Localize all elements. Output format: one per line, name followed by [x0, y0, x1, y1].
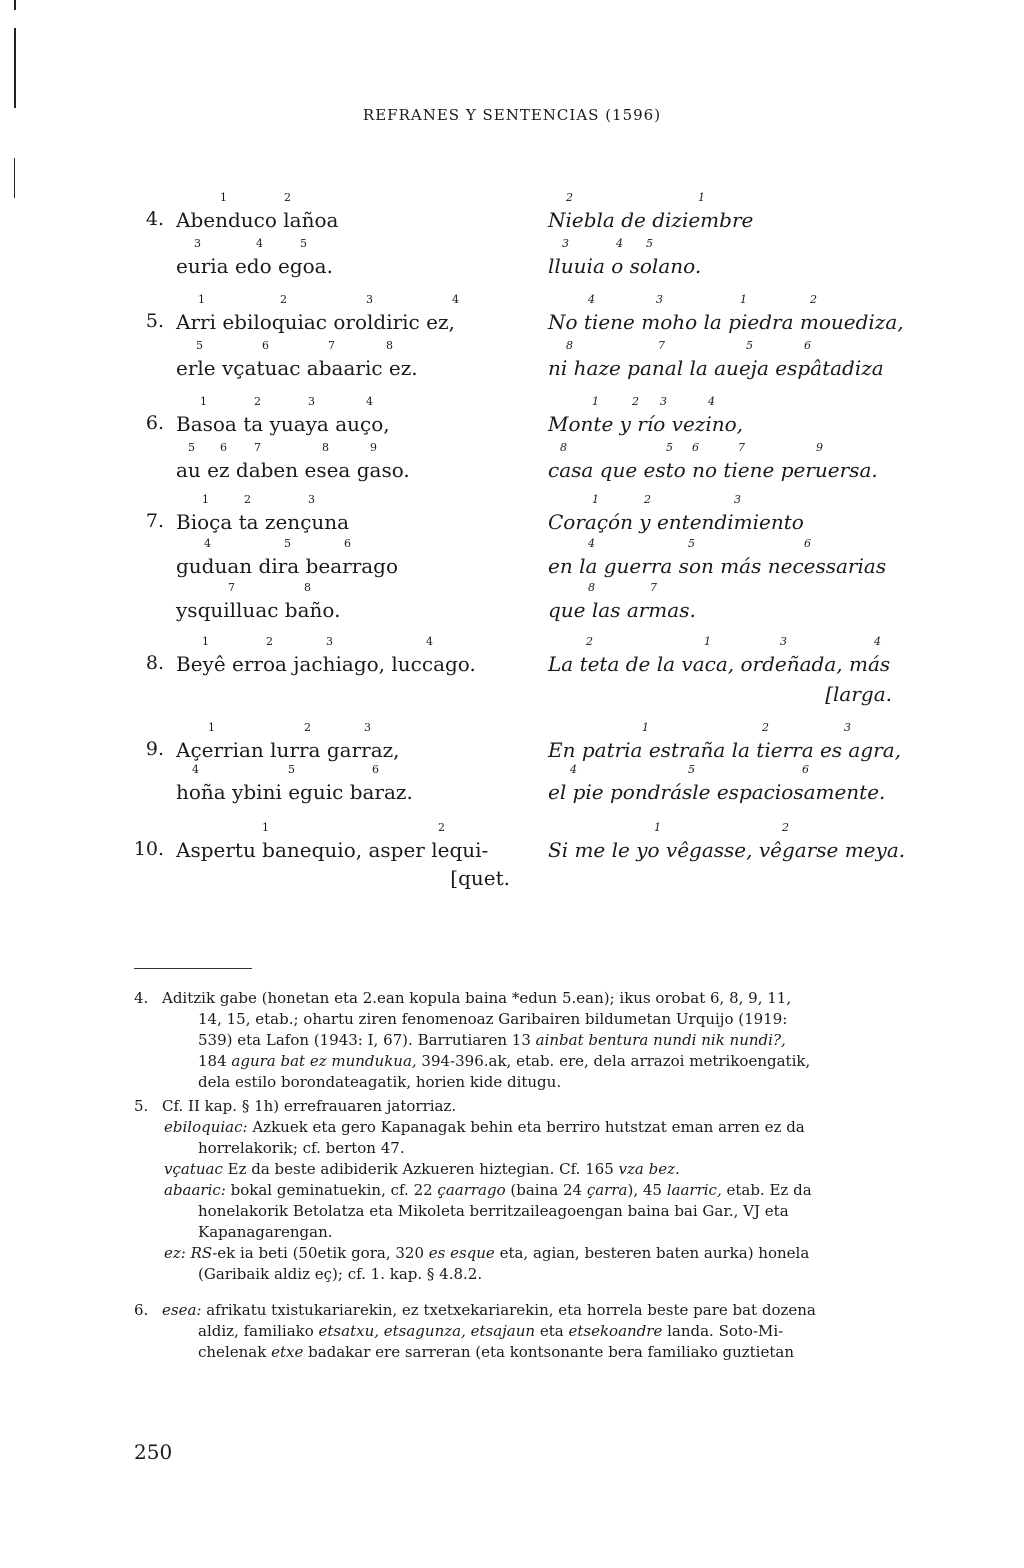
spanish-line — [548, 581, 696, 622]
word-index: 2 — [586, 635, 593, 648]
basque-text: euria edo egoa. — [176, 254, 333, 278]
word-index: 6 — [262, 339, 269, 352]
basque-line — [176, 581, 341, 622]
word-index: 5 — [646, 237, 653, 250]
word-index: 3 — [308, 395, 315, 408]
footnote-6 — [134, 1300, 894, 1363]
footnote-5 — [134, 1096, 894, 1285]
footnote-separator — [134, 968, 252, 969]
footnote-line: 184 agura bat ez mundukua, 394-396.ak, etab. ere, dela arrazoi metrikoengatik, — [198, 1052, 811, 1070]
basque-line — [176, 191, 339, 232]
spanish-line — [548, 395, 743, 436]
basque-text: Beyê erroa jachiago, luccago. — [176, 652, 476, 676]
word-index: 5 — [746, 339, 753, 352]
spanish-text: En patria estraña la tierra es agra, — [548, 738, 901, 762]
word-index: 2 — [782, 821, 789, 834]
word-index: 9 — [816, 441, 823, 454]
word-index: 1 — [208, 721, 215, 734]
word-index: 1 — [642, 721, 649, 734]
basque-line — [176, 339, 418, 380]
word-index: 2 — [266, 635, 273, 648]
word-index: 5 — [666, 441, 673, 454]
basque-line — [176, 721, 400, 762]
word-index: 6 — [692, 441, 699, 454]
spanish-line — [548, 493, 804, 534]
word-index: 4 — [588, 293, 595, 306]
word-index: 7 — [658, 339, 665, 352]
word-index: 3 — [660, 395, 667, 408]
word-index: 8 — [304, 581, 311, 594]
word-index: 1 — [220, 191, 227, 204]
word-index: 1 — [262, 821, 269, 834]
footnote-line: 539) eta Lafon (1943: I, 67). Barrutiaren 13 ainbat bentura nundi nik nundi?, — [198, 1031, 786, 1049]
word-index: 3 — [656, 293, 663, 306]
word-index: 1 — [740, 293, 747, 306]
word-index: 6 — [804, 339, 811, 352]
word-index: 3 — [364, 721, 371, 734]
spanish-line — [548, 237, 702, 278]
spanish-text: Si me le yo vêgasse, vêgarse meya. — [548, 838, 906, 862]
word-index: 8 — [588, 581, 595, 594]
spanish-text: ni haze panal la aueja espâtadiza — [548, 356, 884, 380]
basque-text: ysquilluac baño. — [176, 598, 341, 622]
footnote-line: Cf. II kap. § 1h) errefrauaren jatorriaz. — [162, 1097, 457, 1115]
word-index: 6 — [804, 537, 811, 550]
word-index: 8 — [322, 441, 329, 454]
word-index: 2 — [566, 191, 573, 204]
word-index: 1 — [592, 395, 599, 408]
word-index: 4 — [426, 635, 433, 648]
spanish-text: el pie pondrásle espaciosamente. — [548, 780, 886, 804]
word-index: 5 — [196, 339, 203, 352]
word-index: 5 — [284, 537, 291, 550]
scan-edge-line — [14, 0, 16, 10]
basque-line — [176, 821, 489, 862]
basque-line-continuation — [440, 866, 510, 888]
footnote-line: Aditzik gabe (honetan eta 2.ean kopula baina *edun 5.ean); ikus orobat 6, 8, 9, 11, — [162, 989, 792, 1007]
footnote-number: 5. — [134, 1097, 149, 1115]
word-index: 1 — [704, 635, 711, 648]
spanish-text: Niebla de diziembre — [548, 208, 754, 232]
word-index: 6 — [372, 763, 379, 776]
word-index: 4 — [452, 293, 459, 306]
proverb-number: 4. — [145, 208, 164, 230]
footnote-line: esea: afrikatu txistukariarekin, ez txetxekariarekin, eta horrela beste pare bat dozena — [162, 1301, 816, 1319]
basque-line — [176, 763, 413, 804]
word-index: 4 — [570, 763, 577, 776]
footnote-line: honelakorik Betolatza eta Mikoleta berritzaileagoengan baina bai Gar., VJ eta — [198, 1202, 789, 1220]
word-index: 5 — [188, 441, 195, 454]
word-index: 4 — [204, 537, 211, 550]
spanish-text: Monte y río vezino, — [548, 412, 743, 436]
footnote-number: 4. — [134, 989, 149, 1007]
word-index: 3 — [326, 635, 333, 648]
footnote-line: chelenak etxe badakar ere sarreran (eta kontsonante bera familiako guztietan — [198, 1343, 794, 1361]
spanish-text: La teta de la vaca, ordeñada, más — [548, 652, 891, 676]
basque-text: Basoa ta yuaya auço, — [176, 412, 390, 436]
word-index: 6 — [344, 537, 351, 550]
spanish-line — [548, 635, 891, 676]
word-index: 4 — [874, 635, 881, 648]
word-index: 1 — [202, 635, 209, 648]
spanish-text: Coraçón y entendimiento — [548, 510, 804, 534]
basque-line — [176, 441, 410, 482]
footnote-line: horrelakorik; cf. berton 47. — [198, 1139, 405, 1157]
word-index: 7 — [328, 339, 335, 352]
footnote-line: ebiloquiac: Azkuek eta gero Kapanagak behin eta berriro hutstzat eman arren ez da — [164, 1118, 805, 1136]
basque-text: hoña ybini eguic baraz. — [176, 780, 413, 804]
footnote-line: Kapanagarengan. — [198, 1223, 333, 1241]
basque-line — [176, 537, 399, 578]
word-index: 2 — [244, 493, 251, 506]
word-index: 7 — [228, 581, 235, 594]
word-index: 2 — [810, 293, 817, 306]
basque-text: erle vçatuac abaaric ez. — [176, 356, 418, 380]
word-index: 3 — [780, 635, 787, 648]
running-header: REFRANES Y SENTENCIAS (1596) — [362, 106, 662, 124]
word-index: 2 — [280, 293, 287, 306]
word-index: 1 — [200, 395, 207, 408]
footnote-line: 14, 15, etab.; ohartu ziren fenomenoaz Garibairen bildumetan Urquijo (1919: — [198, 1010, 788, 1028]
basque-line — [176, 635, 476, 676]
spanish-text: casa que esto no tiene peruersa. — [548, 458, 878, 482]
word-index: 2 — [644, 493, 651, 506]
word-index: 4 — [616, 237, 623, 250]
proverb-number: 5. — [145, 310, 164, 332]
spanish-line — [548, 763, 886, 804]
word-index: 8 — [560, 441, 567, 454]
page-number: 250 — [134, 1440, 173, 1464]
word-index: 8 — [386, 339, 393, 352]
basque-line — [176, 493, 350, 534]
scan-edge-line — [14, 158, 15, 198]
word-index: 9 — [370, 441, 377, 454]
word-index: 3 — [844, 721, 851, 734]
word-index: 5 — [688, 537, 695, 550]
word-index: 2 — [632, 395, 639, 408]
footnote-line: (Garibaik aldiz eç); cf. 1. kap. § 4.8.2. — [198, 1265, 483, 1283]
basque-line — [176, 237, 333, 278]
spanish-line — [548, 441, 878, 482]
word-index: 5 — [688, 763, 695, 776]
basque-text: Abenduco lañoa — [176, 208, 339, 232]
word-index: 7 — [650, 581, 657, 594]
word-index: 7 — [254, 441, 261, 454]
spanish-line — [548, 191, 754, 232]
word-index: 2 — [284, 191, 291, 204]
spanish-line — [548, 339, 884, 380]
footnote-4 — [134, 988, 894, 1093]
basque-text: Açerrian lurra garraz, — [176, 738, 400, 762]
word-index: 4 — [708, 395, 715, 408]
footnote-number: 6. — [134, 1301, 149, 1319]
word-index: 2 — [762, 721, 769, 734]
word-index: 2 — [304, 721, 311, 734]
spanish-line — [548, 721, 901, 762]
basque-text: guduan dira bearrago — [176, 554, 399, 578]
basque-text: au ez daben esea gaso. — [176, 458, 410, 482]
footnote-line: aldiz, familiako etsatxu, etsagunza, etsajaun eta etsekoandre landa. Soto-Mi- — [198, 1322, 784, 1340]
word-index: 3 — [562, 237, 569, 250]
word-index: 5 — [300, 237, 307, 250]
basque-line — [176, 293, 459, 334]
footnote-line: vçatuac Ez da beste adibiderik Azkueren hiztegian. Cf. 165 vza bez. — [164, 1160, 680, 1178]
footnote-line: dela estilo borondateagatik, horien kide ditugu. — [198, 1073, 562, 1091]
word-index: 1 — [698, 191, 705, 204]
word-index: 6 — [220, 441, 227, 454]
word-index: 4 — [256, 237, 263, 250]
word-index: 3 — [194, 237, 201, 250]
word-index: 8 — [566, 339, 573, 352]
proverb-number: 9. — [145, 738, 164, 760]
spanish-text: No tiene moho la piedra mouediza, — [548, 310, 904, 334]
proverb-number: 6. — [145, 412, 164, 434]
proverb-number: 8. — [145, 652, 164, 674]
word-index: 1 — [654, 821, 661, 834]
spanish-text: que las armas. — [548, 598, 696, 622]
word-index: 3 — [308, 493, 315, 506]
footnote-line: abaaric: bokal geminatuekin, cf. 22 çaarrago (baina 24 çarra), 45 laarric, etab. Ez da — [164, 1181, 812, 1199]
spanish-text: en la guerra son más necessarias — [548, 554, 887, 578]
spanish-line-continuation — [820, 682, 892, 704]
word-index: 3 — [734, 493, 741, 506]
word-index: 3 — [366, 293, 373, 306]
word-index: 4 — [366, 395, 373, 408]
spanish-line — [548, 537, 887, 578]
word-index: 6 — [802, 763, 809, 776]
footnote-line: ez: RS-ek ia beti (50etik gora, 320 es esque eta, agian, besteren baten aurka) honela — [164, 1244, 810, 1262]
word-index: 1 — [202, 493, 209, 506]
spanish-text: [larga. — [825, 682, 892, 706]
basque-text: Bioça ta zençuna — [176, 510, 350, 534]
proverb-number: 7. — [145, 510, 164, 532]
spanish-line — [548, 293, 904, 334]
word-index: 4 — [192, 763, 199, 776]
word-index: 2 — [438, 821, 445, 834]
basque-text: Arri ebiloquiac oroldiric ez, — [176, 310, 455, 334]
spanish-text: lluuia o solano. — [548, 254, 702, 278]
scan-edge-line — [14, 28, 16, 108]
word-index: 1 — [592, 493, 599, 506]
word-index: 2 — [254, 395, 261, 408]
basque-line — [176, 395, 390, 436]
basque-text: Aspertu banequio, asper lequi- — [176, 838, 489, 862]
word-index: 5 — [288, 763, 295, 776]
word-index: 4 — [588, 537, 595, 550]
word-index: 1 — [198, 293, 205, 306]
word-index: 7 — [738, 441, 745, 454]
basque-text: [quet. — [450, 866, 510, 890]
spanish-line — [548, 821, 906, 862]
proverb-number: 10. — [133, 838, 164, 860]
